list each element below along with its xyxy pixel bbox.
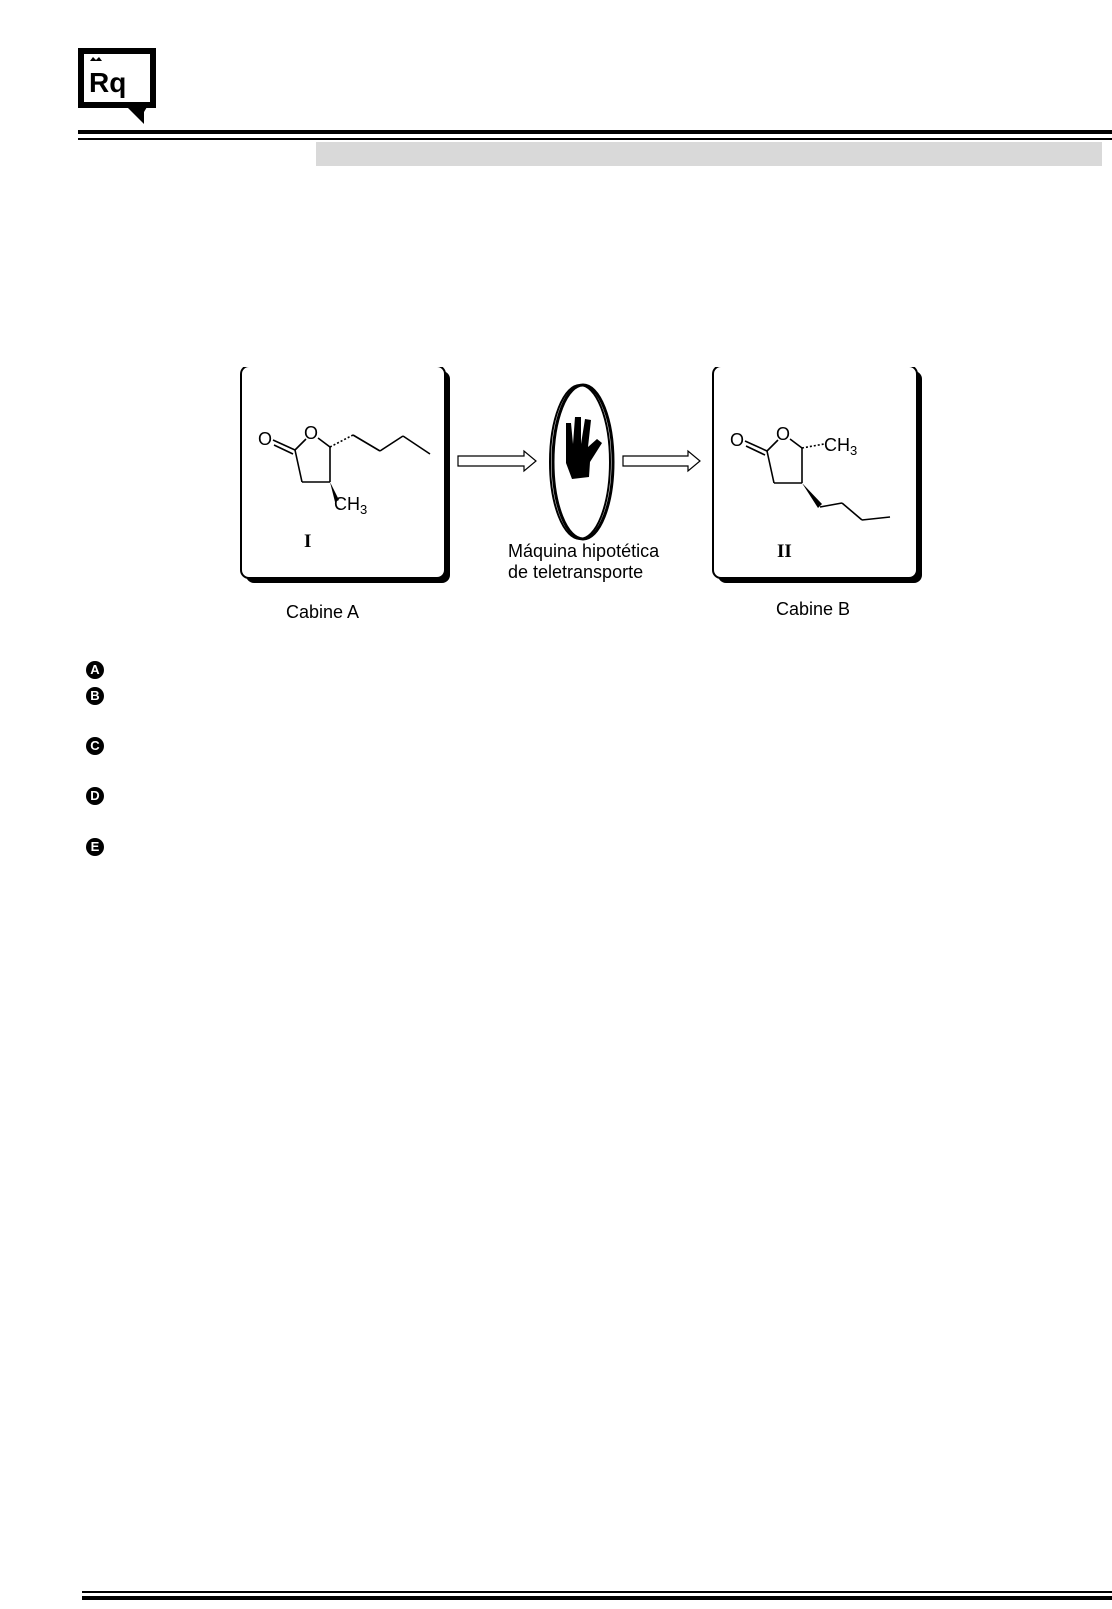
header-rule-thin — [78, 138, 1112, 140]
molecule-ii-methyl-sub: 3 — [850, 443, 858, 458]
molecule-ii-methyl: CH — [824, 435, 850, 455]
cabin-b-box — [713, 367, 917, 578]
option-e-marker[interactable]: E — [86, 838, 104, 856]
molecule-ii-carbonyl-o: O — [730, 430, 745, 450]
arrow-right — [623, 451, 700, 471]
molecule-i-ring-o: O — [304, 423, 319, 443]
molecule-i-carbonyl-o: O — [258, 429, 273, 449]
header-rule-thick — [78, 130, 1112, 134]
logo-text: Rq — [89, 67, 127, 98]
option-b-marker[interactable]: B — [86, 687, 104, 705]
molecule-ii-label: II — [777, 541, 792, 562]
arrow-left — [458, 451, 536, 471]
machine-label-line1: Máquina hipotética — [508, 541, 660, 561]
option-d-marker[interactable]: D — [86, 787, 104, 805]
header-grey-band — [316, 142, 1102, 166]
molecule-ii-ring-o: O — [776, 424, 791, 444]
cabin-b-label: Cabine B — [776, 599, 851, 619]
molecule-i-label: I — [304, 531, 312, 552]
cabin-a-label: Cabine A — [286, 602, 360, 622]
option-a-marker[interactable]: A — [86, 661, 104, 679]
molecule-i-methyl-sub: 3 — [360, 502, 368, 517]
footer-rule-thin — [82, 1591, 1112, 1593]
cabin-a-box — [241, 367, 445, 578]
machine-label-line2: de teletransporte — [508, 562, 644, 582]
teleport-figure — [240, 367, 940, 637]
option-c-marker[interactable]: C — [86, 737, 104, 755]
molecule-i-methyl: CH — [334, 494, 360, 514]
publisher-logo — [78, 48, 158, 126]
footer-rule-thick — [82, 1596, 1112, 1600]
